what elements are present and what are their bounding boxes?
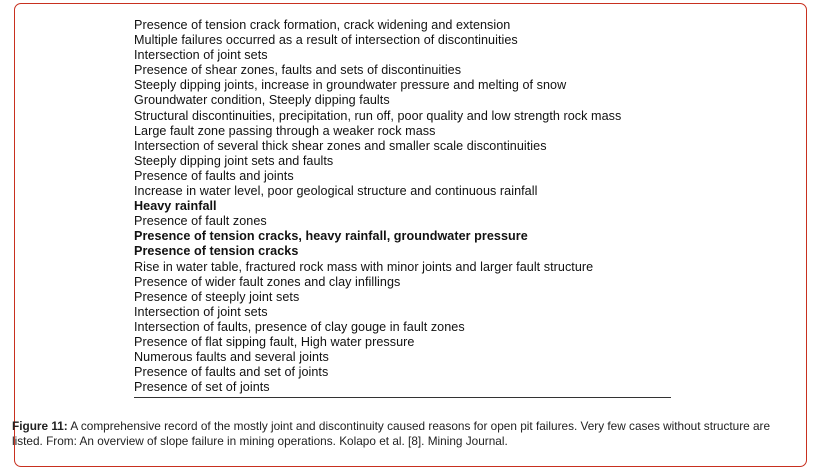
figure-caption xyxy=(12,419,782,449)
table-row: Steeply dipping joint sets and faults xyxy=(134,153,334,168)
table-row: Increase in water level, poor geological structure and continuous rainfall xyxy=(134,184,538,199)
table-row: Large fault zone passing through a weaker rock mass xyxy=(134,123,436,138)
table-row: Multiple failures occurred as a result of intersection of discontinuities xyxy=(134,33,518,48)
table-bottom-rule xyxy=(134,397,671,398)
caption-label: Figure 11: xyxy=(12,419,68,433)
table-row: Intersection of joint sets xyxy=(134,48,268,63)
table-row: Structural discontinuities, precipitation, run off, poor quality and low strength rock mass xyxy=(134,108,622,123)
table-row: Presence of steeply joint sets xyxy=(134,289,300,304)
table-row: Presence of set of joints xyxy=(134,380,270,395)
table-row: Presence of faults and set of joints xyxy=(134,365,329,380)
table-row: Presence of tension cracks, heavy rainfall, groundwater pressure xyxy=(134,229,528,244)
table-row: Intersection of several thick shear zones and smaller scale discontinuities xyxy=(134,138,547,153)
table-row: Presence of fault zones xyxy=(134,214,267,229)
caption-text: A comprehensive record of the mostly joint and discontinuity caused reasons for open pit failures. Very few cases without structure are listed. From: An overview of slope failure in mining operations. Kolapo et al. [8]. Mining Journal. xyxy=(12,419,771,448)
table-row: Groundwater condition, Steeply dipping faults xyxy=(134,93,390,108)
table-row: Heavy rainfall xyxy=(134,199,217,214)
table-row: Intersection of joint sets xyxy=(134,304,268,319)
table-row: Steeply dipping joints, increase in groundwater pressure and melting of snow xyxy=(134,78,567,93)
table-row: Presence of tension cracks xyxy=(134,244,299,259)
table-row: Presence of flat sipping fault, High water pressure xyxy=(134,334,415,349)
table-row: Numerous faults and several joints xyxy=(134,350,329,365)
failure-causes-table xyxy=(134,18,674,395)
table-row: Presence of tension crack formation, crack widening and extension xyxy=(134,18,511,32)
table-row: Intersection of faults, presence of clay gouge in fault zones xyxy=(134,319,465,334)
table-row: Presence of shear zones, faults and sets of discontinuities xyxy=(134,63,462,78)
table-row: Presence of faults and joints xyxy=(134,168,294,183)
table-row: Presence of wider fault zones and clay infillings xyxy=(134,274,401,289)
table-row: Rise in water table, fractured rock mass with minor joints and larger fault structure xyxy=(134,259,594,274)
